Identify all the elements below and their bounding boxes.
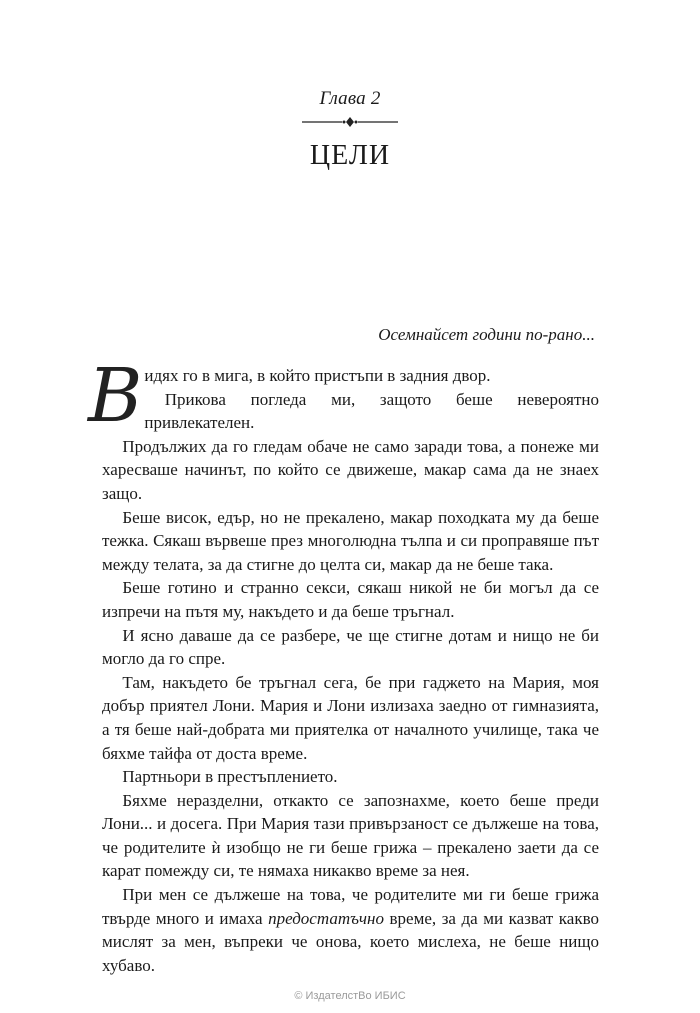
chapter-body xyxy=(88,353,599,977)
paragraph: Продължих да го гледам обаче не само заради това, а понеже ми харесваше начинът, по който се движеше, макар сама да не знаех защо. xyxy=(102,436,599,503)
chapter-title: ЦЕЛИ xyxy=(309,140,391,171)
paragraph: Партньори в престъплението. xyxy=(122,767,338,787)
drop-cap: В xyxy=(88,353,143,439)
chapter-label: Глава 2 xyxy=(319,88,381,109)
paragraph: Бяхме неразделни, откакто се запознахме, което беше преди Лони... и досега. При Мария тази привързаност се дължеше на това, че родителите ѝ изобщо не ги беше грижа – прекалено заети да се карат помежду си, те нямаха никакво време за нея. xyxy=(102,790,599,881)
emphasis-text: предостатъчно xyxy=(268,908,384,928)
publisher-copyright: © ИздателстВо ИБИС xyxy=(294,990,406,1002)
ornament-divider-icon xyxy=(300,115,400,129)
paragraph: Прикова погледа ми, защото беше невероятно привлекателен. xyxy=(144,389,599,433)
paragraph: Там, накъдето бе тръгнал сега, бе при гаджето на Мария, моя добър приятел Лони. Мария и Лони излизаха заедно от гимназията, а тя беше най-добрата ми приятелка от началното училище, така че бяхме тайфа от доста време. xyxy=(102,672,599,763)
paragraph: Беше висок, едър, но не прекалено, макар походката му да беше тежка. Сякаш вървеше през многолюдна тълпа и си проправяше път между телата, за да стигне до целта си, макар да не беше така. xyxy=(102,507,599,574)
paragraph-text: При мен се дължеше на това, че родителите ми ги беше грижа твърде много и имаха xyxy=(102,885,599,928)
paragraph-text: време, за да ми казват какво мислят за мен, въпреки че онова, което мислеха, не беше нищо хубаво. xyxy=(102,908,599,975)
paragraph-text: идях го в мига, в който пристъпи в задния двор. xyxy=(144,366,491,385)
epigraph: Осемнайсет години по-рано... xyxy=(378,325,595,344)
paragraph: И ясно даваше да се разбере, че ще стигне дотам и нищо не би могло да го спре. xyxy=(102,625,599,669)
paragraph xyxy=(102,883,599,977)
paragraph: Беше готино и странно секси, сякаш никой не би могъл да се изпречи на пътя му, накъдето и да беше тръгнал. xyxy=(102,578,599,621)
